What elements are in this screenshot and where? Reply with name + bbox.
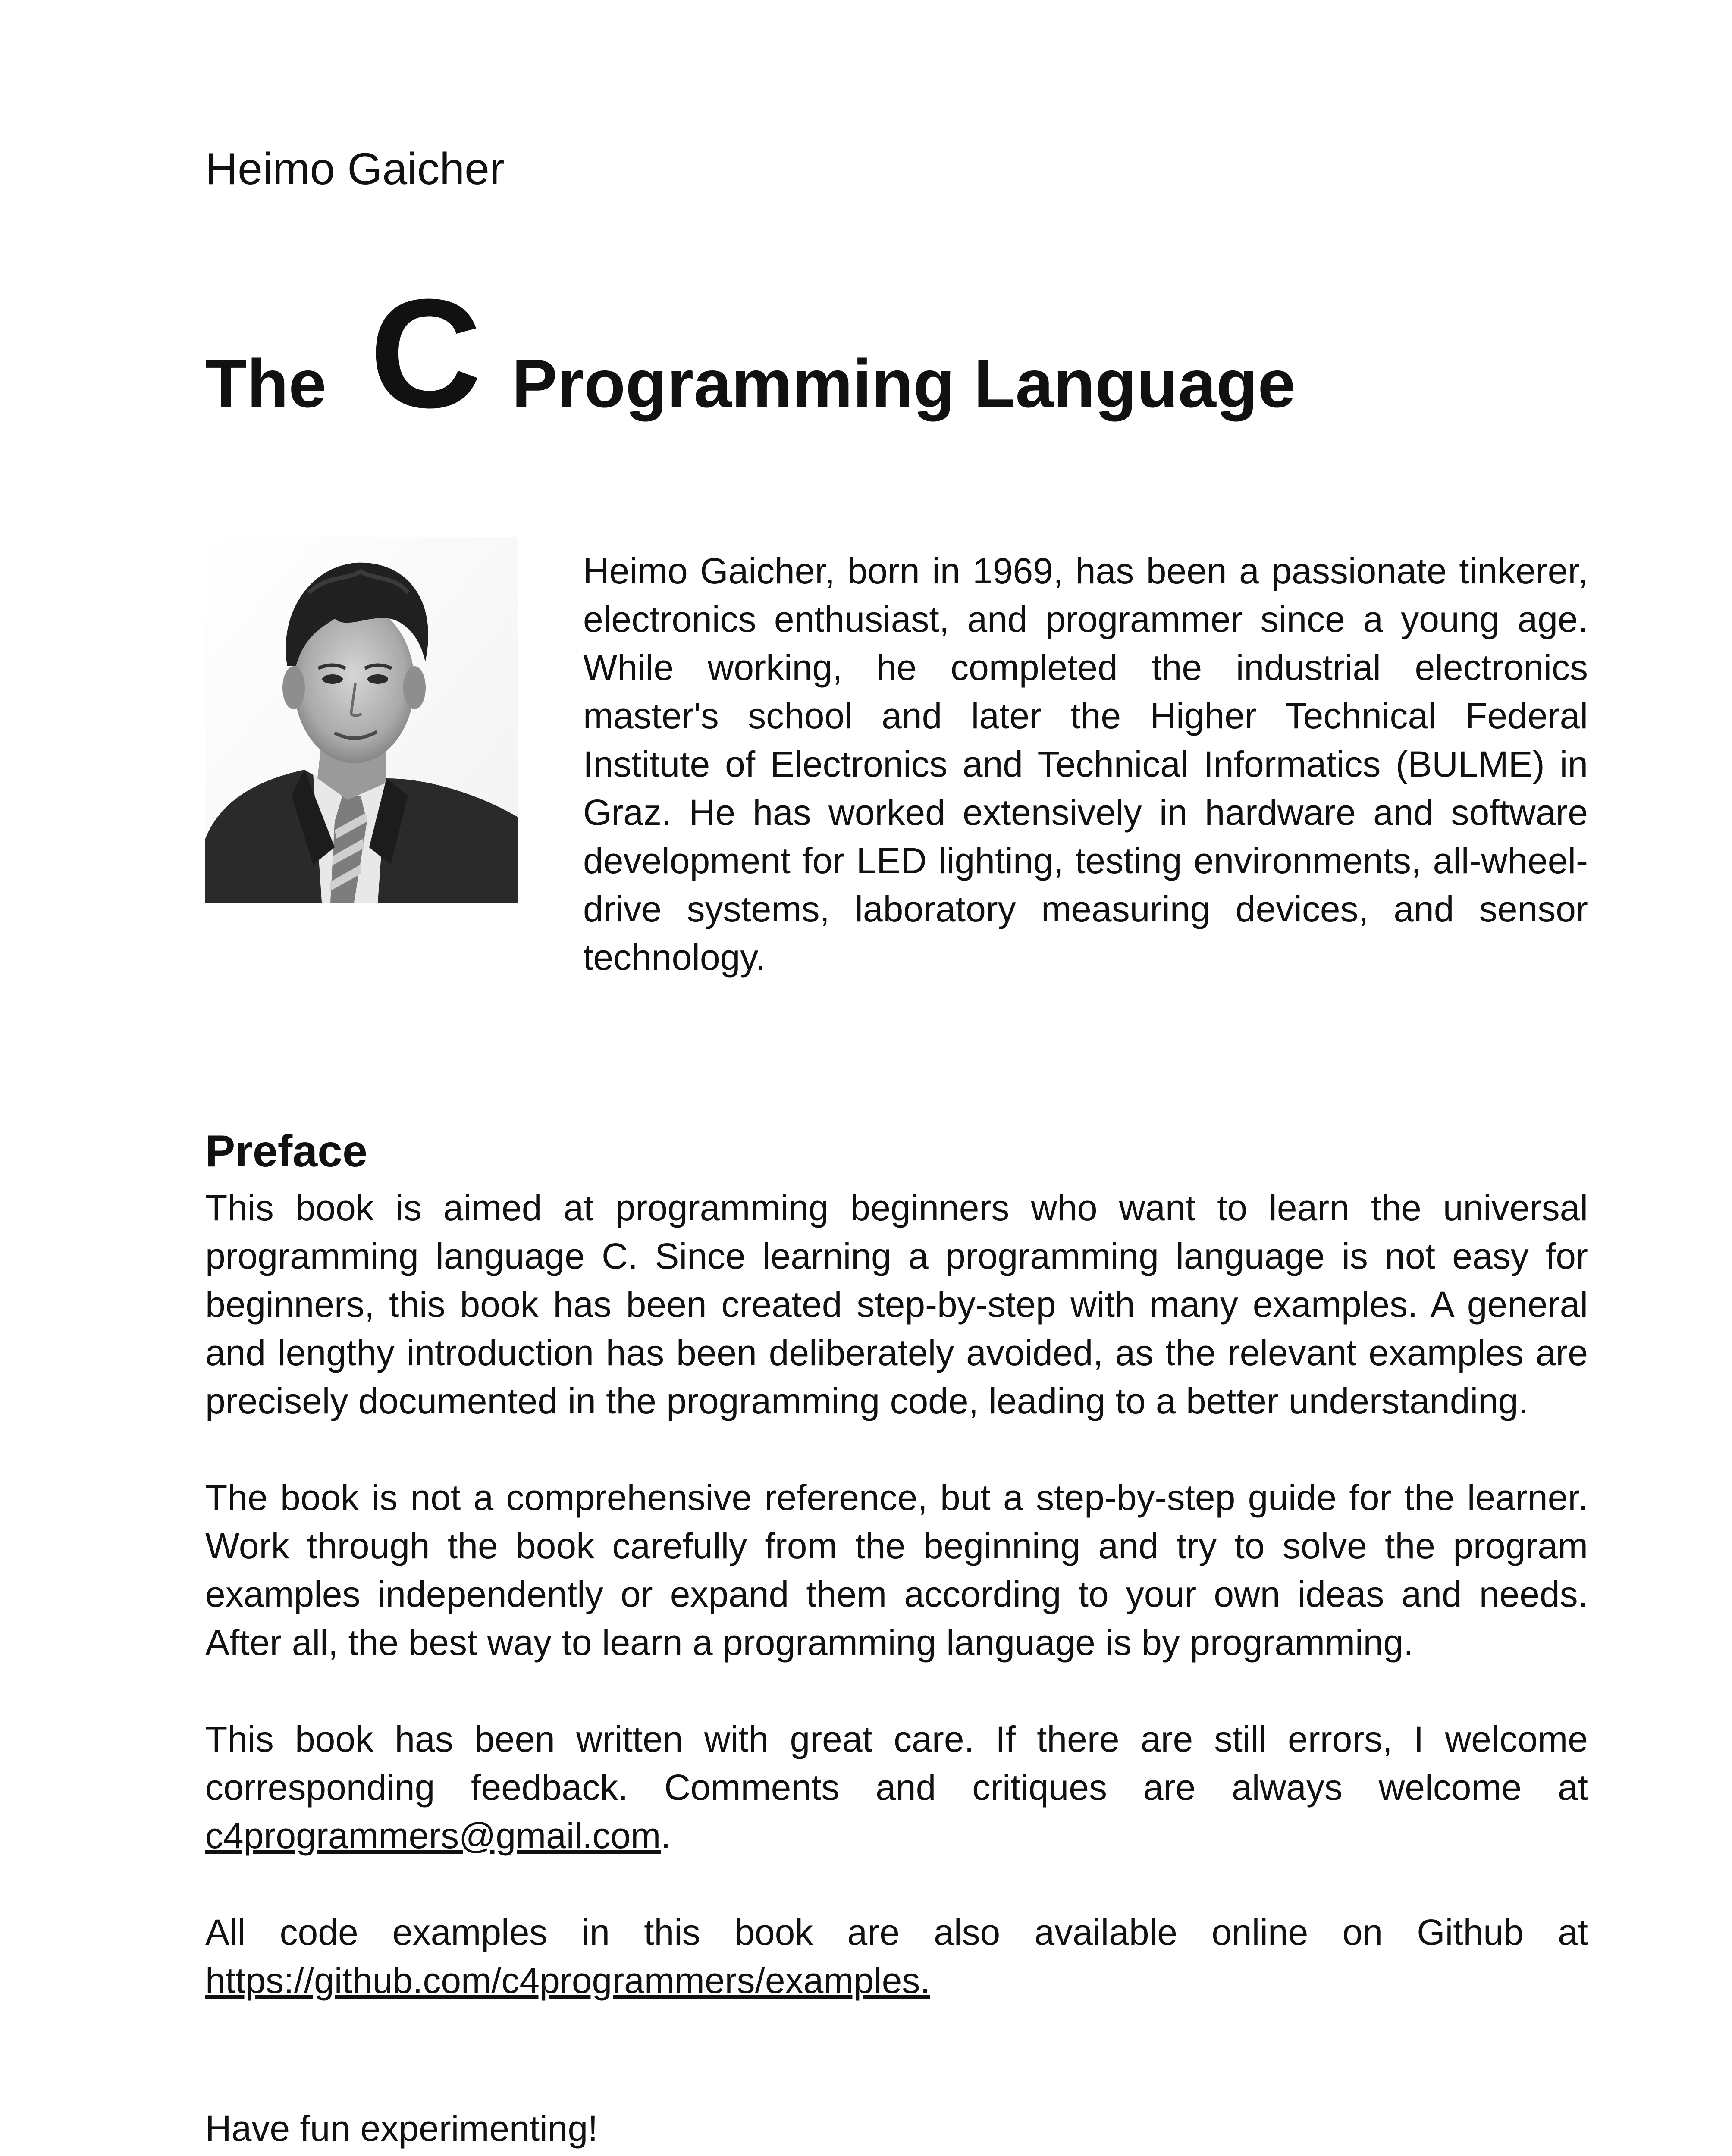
book-title: [205, 267, 1628, 448]
email-link[interactable]: c4programmers@gmail.com: [205, 1815, 661, 1856]
copyright: [205, 2153, 598, 2156]
title-the: The: [205, 346, 326, 422]
author-photo: [205, 537, 518, 903]
title-c-letter: C: [369, 267, 482, 440]
preface-paragraph-1: This book is aimed at programming beginners who want to learn the universal programming language C. Since learning a programming language is not easy for beginners, this book has been created step-by-step with many examples. A general and lengthy introduction has been deliberately avoided, as the relevant examples are precisely documented in the programming code, leading to a better understanding.: [205, 1188, 1588, 1421]
preface-paragraph-4: [205, 1908, 1588, 2005]
closing: [205, 2104, 598, 2156]
preface-paragraph-4-text: All code examples in this book are also available online on Github at: [205, 1912, 1588, 1952]
preface-heading: Preface: [205, 1126, 367, 1176]
title-programming-language: Programming Language: [511, 346, 1296, 422]
closing-line: Have fun experimenting!: [205, 2108, 598, 2149]
preface-paragraph-2: The book is not a comprehensive reference, but a step-by-step guide for the learner. Work through the book carefully from the beginning and try to solve the program examples independently or expand them according to your own ideas and needs. After all, the best way to learn a programming language is by programming.: [205, 1477, 1588, 1663]
preface-paragraph-3: [205, 1715, 1588, 1860]
github-link[interactable]: https://github.com/c4programmers/examples.: [205, 1960, 930, 2001]
preface-paragraph-3-end: .: [661, 1815, 671, 1856]
preface-paragraph-3-text: This book has been written with great care. If there are still errors, I welcome corresponding feedback. Comments and critiques are always welcome at: [205, 1719, 1588, 1808]
author-name: Heimo Gaicher: [205, 144, 505, 194]
author-bio: Heimo Gaicher, born in 1969, has been a passionate tinkerer, electronics enthusiast, and programmer since a young age. While working, he completed the industrial electronics master's school and later the Higher Technical Federal Institute of Electronics and Technical Informatics (BULME) in Graz. He has worked extensively in hardware and software development for LED lighting, testing environments, all-wheel-drive systems, laboratory measuring devices, and sensor technology.: [583, 551, 1588, 978]
preface-body: [205, 1184, 1588, 2053]
